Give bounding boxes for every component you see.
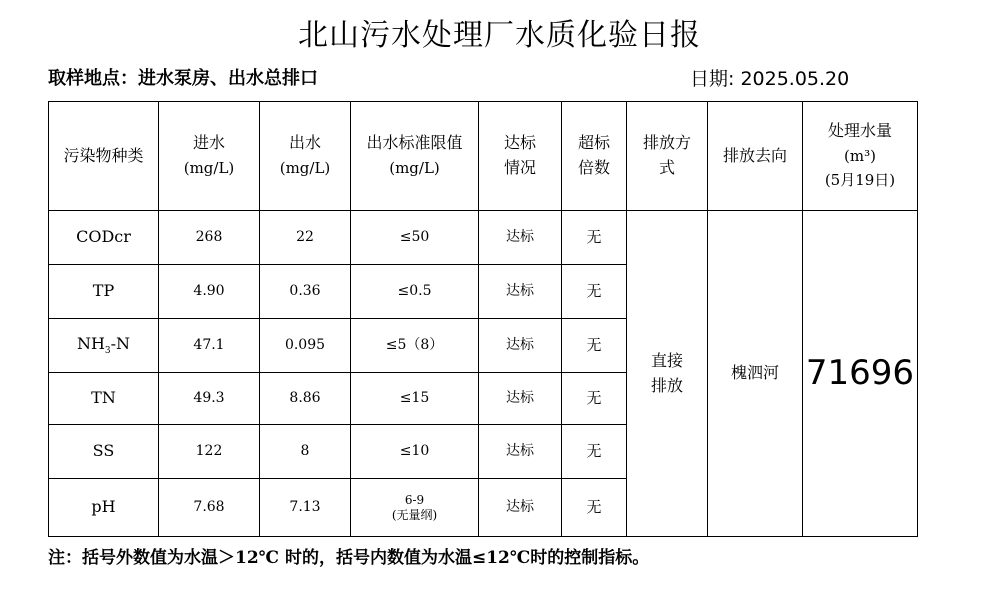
effluent-cell: 0.095 [260, 319, 351, 373]
influent-cell: 47.1 [159, 319, 260, 373]
limit-cell: ≤50 [351, 211, 479, 265]
header-volume: 处理水量 (m³) (5月19日) [803, 102, 918, 211]
report-date: 日期: 2025.05.20 [690, 68, 850, 90]
exceed-cell: 无 [562, 373, 627, 425]
discharge-destination-cell: 槐泗河 [708, 211, 803, 537]
effluent-cell: 8 [260, 425, 351, 479]
header-compliance: 达标 情况 [479, 102, 562, 211]
pollutant-cell: $NH_3-N$ [49, 319, 159, 373]
influent-cell: 122 [159, 425, 260, 479]
pollutant-cell: SS [49, 425, 159, 479]
effluent-cell: 8.86 [260, 373, 351, 425]
limit-cell: ≤5（8） [351, 319, 479, 373]
header-discharge-method: 排放方 式 [627, 102, 708, 211]
exceed-cell: 无 [562, 425, 627, 479]
header-row [49, 102, 918, 211]
compliance-cell: 达标 [479, 479, 562, 537]
compliance-cell: 达标 [479, 425, 562, 479]
influent-cell: 7.68 [159, 479, 260, 537]
pollutant-cell: pH [49, 479, 159, 537]
limit-cell: ≤10 [351, 425, 479, 479]
influent-cell: 49.3 [159, 373, 260, 425]
header-exceed: 超标 倍数 [562, 102, 627, 211]
table-row [49, 211, 918, 265]
pollutant-cell: CODcr [49, 211, 159, 265]
compliance-cell: 达标 [479, 319, 562, 373]
pollutant-cell: TP [49, 265, 159, 319]
exceed-cell: 无 [562, 211, 627, 265]
exceed-cell: 无 [562, 265, 627, 319]
header-influent: 进水 (mg/L) [159, 102, 260, 211]
compliance-cell: 达标 [479, 265, 562, 319]
limit-cell: ≤0.5 [351, 265, 479, 319]
report-title: 北山污水处理厂水质化验日报 [298, 18, 701, 53]
effluent-cell: 7.13 [260, 479, 351, 537]
influent-cell: 268 [159, 211, 260, 265]
header-discharge-destination: 排放去向 [708, 102, 803, 211]
treated-volume-value: 71696 [803, 211, 918, 537]
effluent-cell: 0.36 [260, 265, 351, 319]
exceed-cell: 无 [562, 479, 627, 537]
limit-cell: 6-9 (无量纲) [351, 479, 479, 537]
compliance-cell: 达标 [479, 211, 562, 265]
discharge-method-cell: 直接 排放 [627, 211, 708, 537]
pollutant-cell: TN [49, 373, 159, 425]
exceed-cell: 无 [562, 319, 627, 373]
sampling-location: 取样地点：进水泵房、出水总排口 [48, 68, 318, 89]
effluent-cell: 22 [260, 211, 351, 265]
header-limit: 出水标准限值 (mg/L) [351, 102, 479, 211]
limit-cell: ≤15 [351, 373, 479, 425]
header-pollutant: 污染物种类 [49, 102, 159, 211]
water-quality-table [48, 101, 918, 537]
footnote: 注：括号外数值为水温＞12℃ 时的，括号内数值为水温≤12℃时的控制指标。 [48, 548, 650, 568]
influent-cell: 4.90 [159, 265, 260, 319]
compliance-cell: 达标 [479, 373, 562, 425]
header-effluent: 出水 (mg/L) [260, 102, 351, 211]
